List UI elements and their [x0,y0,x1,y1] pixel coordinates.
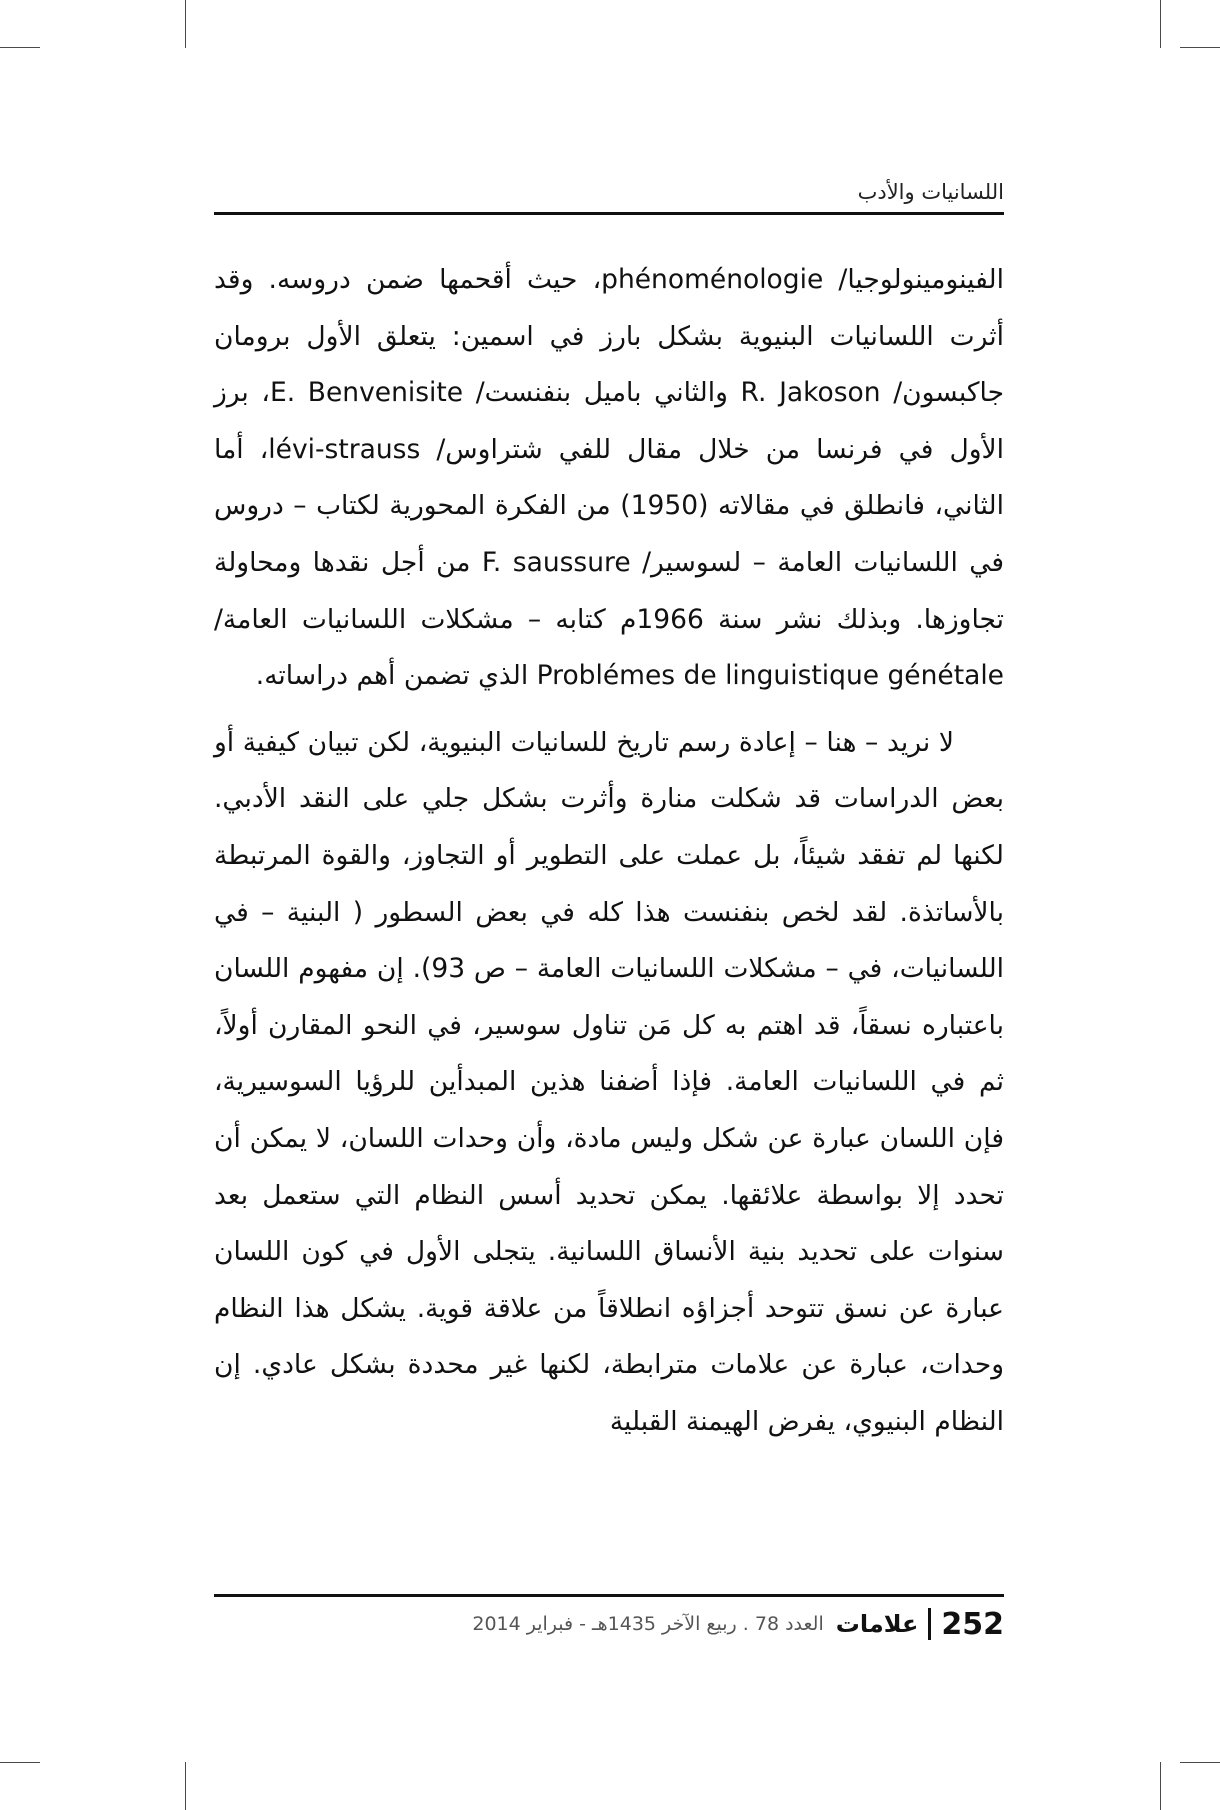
journal-logo: علامات [835,1610,919,1638]
paragraph: الفينومينولوجيا/ phénoménologie، حيث أقحمها ضمن دروسه. وقد أثرت اللسانيات البنيوية بشكل بارز في اسمين: يتعلق الأول برومان جاكبسون/ R. Jakoson والثاني باميل بنفنست/ E. Benvenisite، برز الأول في فرنسا من خلال مقال للفي شتراوس/ lévi-strauss، أما الثاني، فانطلق في مقالاته (1950) من الفكرة المحورية لكتاب – دروس في اللسانيات العامة – لسوسير/ F. saussure من أجل نقدها ومحاولة تجاوزها. وبذلك نشر سنة 1966م كتابه – مشكلات اللسانيات العامة/ Problémes de linguistique génétale الذي تضمن أهم دراساته. [214,264,1005,692]
crop-mark [1160,1762,1161,1810]
running-head: اللسانيات والأدب [857,180,1004,204]
issue-info: العدد 78 . ربيع الآخر 1435هـ - فبراير 2014 [472,1613,824,1635]
footer-separator [928,1608,931,1640]
paragraph: لا نريد – هنا – إعادة رسم تاريخ للسانيات البنيوية، لكن تبيان كيفية أو بعض الدراسات قد شكلت منارة وأثرت بشكل جلي على النقد الأدبي. لكنها لم تفقد شيئاً، بل عملت على التطوير أو التجاوز، والقوة المرتبطة بالأساتذة. لقد لخص بنفنست هذا كله في بعض السطور ( البنية – في اللسانيات، في – مشكلات اللسانيات العامة – ص 93). إن مفهوم اللسان باعتباره نسقاً، قد اهتم به كل مَن تناول سوسير، في النحو المقارن أولاً، ثم في اللسانيات العامة. فإذا أضفنا هذين المبدأين للرؤيا السوسيرية، فإن اللسان عبارة عن شكل وليس مادة، وأن وحدات اللسان، لا يمكن أن تحدد إلا بواسطة علائقها. يمكن تحديد أسس النظام التي ستعمل بعد سنوات على تحديد بنية الأنساق اللسانية. يتجلى الأول في كون اللسان عبارة عن نسق تتوحد أجزاؤه انطلاقاً من علاقة قوية. يشكل هذا النظام وحدات، عبارة عن علامات مترابطة، لكنها غير محددة بشكل عادي. إن النظام البنيوي، يفرض الهيمنة القبلية [214,726,1005,1437]
header-rule [214,212,1004,215]
page-footer [214,1604,1004,1644]
crop-mark [1160,0,1161,48]
crop-mark [185,1762,186,1810]
crop-mark [1180,47,1220,48]
page-number: 252 [941,1606,1004,1642]
footer-rule [214,1594,1004,1597]
crop-mark [0,47,40,48]
article-body [214,252,1004,1450]
crop-mark [1180,1762,1220,1763]
crop-mark [0,1762,40,1763]
crop-mark [185,0,186,48]
